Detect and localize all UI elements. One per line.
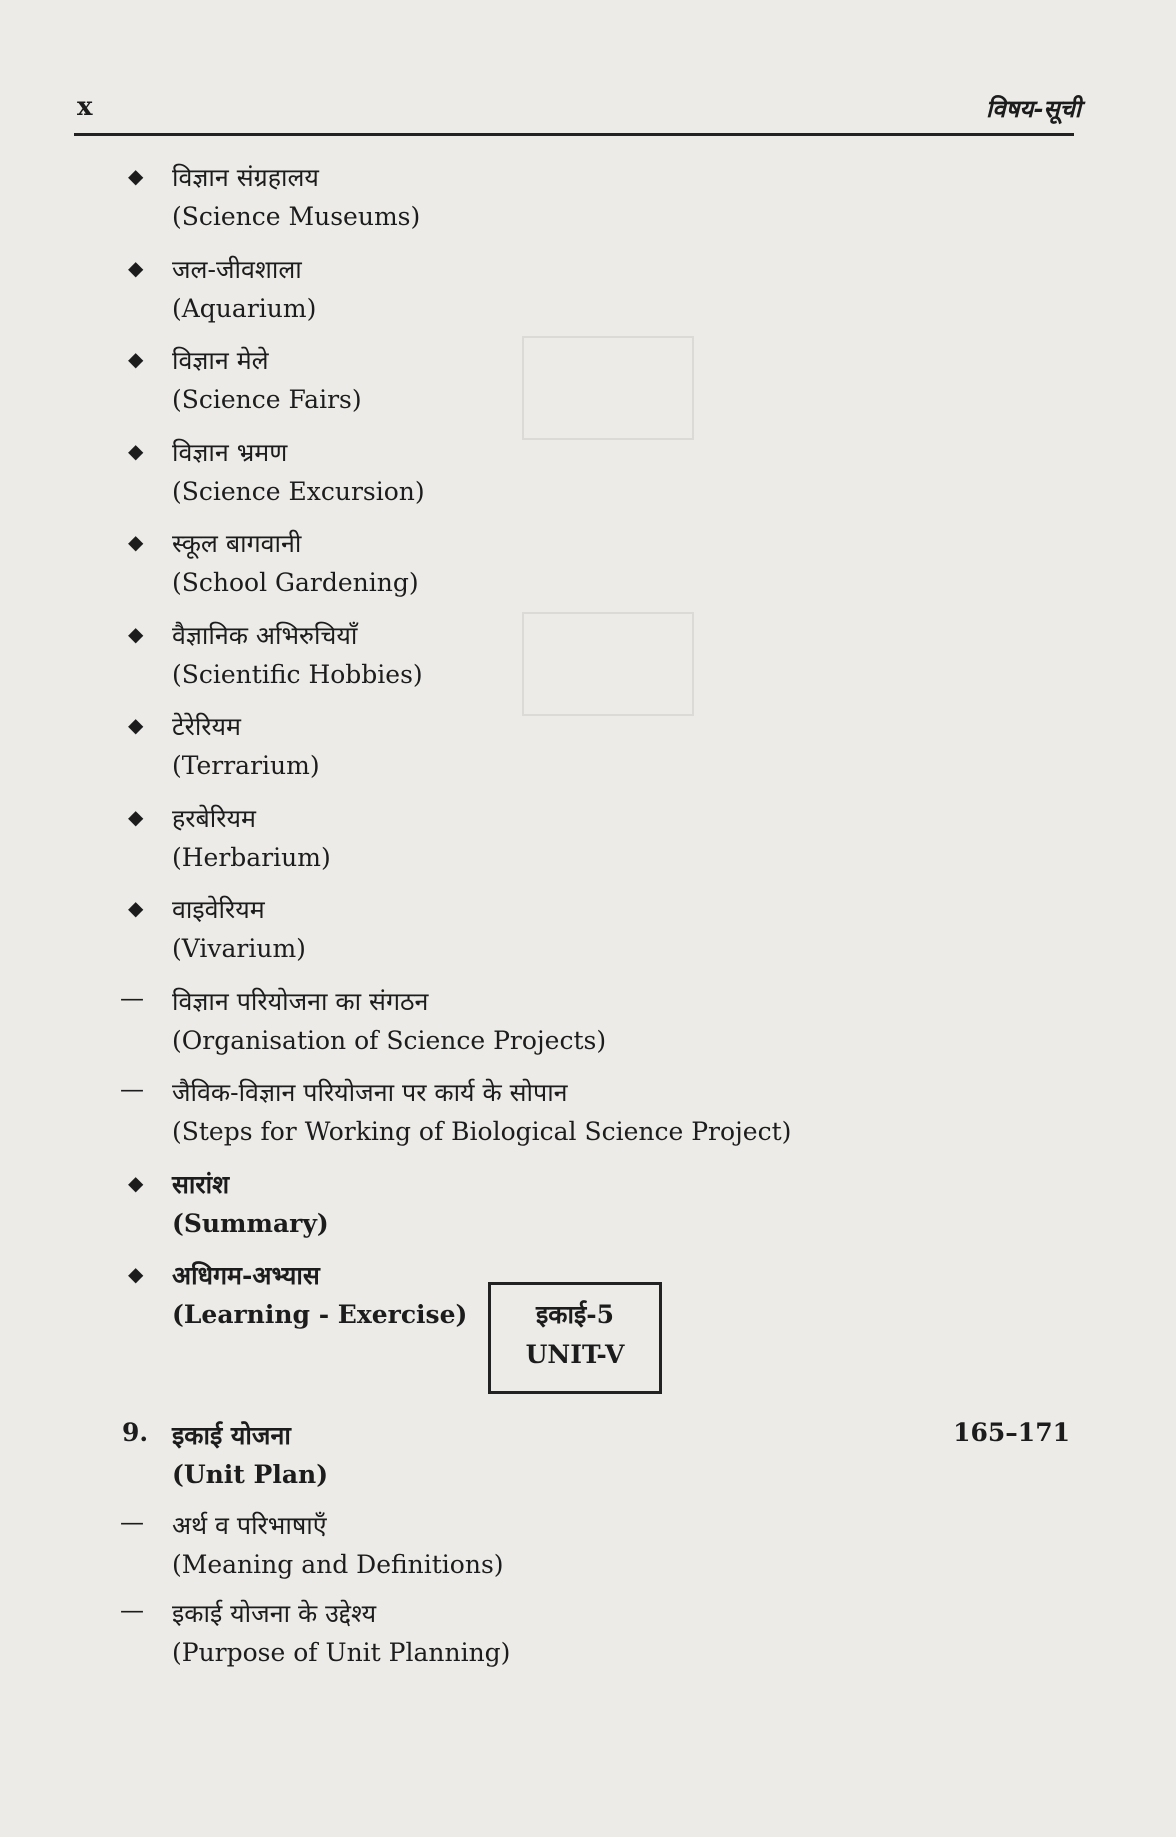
toc-entry-hindi: वाइवेरियम xyxy=(172,895,265,924)
diamond-bullet-icon: ◆ xyxy=(128,439,144,463)
toc-entry-english: (Learning - Exercise) xyxy=(172,1300,468,1329)
toc-entry-english: (Herbarium) xyxy=(172,843,331,872)
diamond-bullet-icon: ◆ xyxy=(128,622,144,646)
toc-entry-hindi: जैविक-विज्ञान परियोजना पर कार्य के सोपान xyxy=(172,1078,568,1107)
toc-entry-hindi: स्कूल बागवानी xyxy=(172,529,302,558)
chapter-page-range: 165–171 xyxy=(953,1418,1070,1447)
dash-bullet: — xyxy=(120,1596,144,1624)
page-number: x xyxy=(77,92,93,122)
toc-entry-english: (Vivarium) xyxy=(172,934,306,963)
diamond-bullet-icon: ◆ xyxy=(128,347,144,371)
toc-entry-english: (Steps for Working of Biological Science Project) xyxy=(172,1117,792,1146)
toc-entry-hindi: हरबेरियम xyxy=(172,804,256,833)
toc-entry-english: (Scientific Hobbies) xyxy=(172,660,423,689)
toc-entry-hindi: विज्ञान परियोजना का संगठन xyxy=(172,987,429,1016)
diamond-bullet-icon: ◆ xyxy=(128,713,144,737)
chapter-title-english: (Unit Plan) xyxy=(172,1460,329,1489)
toc-entry-english: (School Gardening) xyxy=(172,568,419,597)
header-rule xyxy=(74,133,1074,136)
diamond-bullet-icon: ◆ xyxy=(128,896,144,920)
toc-entry-hindi: वैज्ञानिक अभिरुचियाँ xyxy=(172,621,358,650)
toc-entry-english: (Science Fairs) xyxy=(172,385,362,414)
diamond-bullet-icon: ◆ xyxy=(128,256,144,280)
dash-bullet: — xyxy=(120,984,144,1012)
toc-entry-english: (Science Museums) xyxy=(172,202,421,231)
toc-entry-hindi: जल-जीवशाला xyxy=(172,255,302,284)
toc-entry-english: (Science Excursion) xyxy=(172,477,425,506)
chapter-subentry-english: (Purpose of Unit Planning) xyxy=(172,1638,511,1667)
unit-heading-english: UNIT-V xyxy=(525,1340,625,1369)
diamond-bullet-icon: ◆ xyxy=(128,1171,144,1195)
toc-entry-hindi: विज्ञान मेले xyxy=(172,346,269,375)
toc-entry-hindi: विज्ञान संग्रहालय xyxy=(172,163,319,192)
toc-entry-hindi: अधिगम-अभ्यास xyxy=(172,1261,320,1290)
diamond-bullet-icon: ◆ xyxy=(128,1262,144,1286)
running-header: विषय-सूची xyxy=(986,94,1081,123)
dash-bullet: — xyxy=(120,1508,144,1536)
chapter-title-hindi: इकाई योजना xyxy=(172,1421,291,1450)
toc-entry-english: (Organisation of Science Projects) xyxy=(172,1026,607,1055)
chapter-number: 9. xyxy=(122,1418,149,1447)
bleed-through-box xyxy=(522,336,694,440)
diamond-bullet-icon: ◆ xyxy=(128,164,144,188)
chapter-subentry-hindi: इकाई योजना के उद्देश्य xyxy=(172,1599,377,1628)
chapter-subentry-english: (Meaning and Definitions) xyxy=(172,1550,504,1579)
chapter-subentry-hindi: अर्थ व परिभाषाएँ xyxy=(172,1511,327,1540)
diamond-bullet-icon: ◆ xyxy=(128,805,144,829)
toc-entry-english: (Summary) xyxy=(172,1209,329,1238)
unit-heading-hindi: इकाई-5 xyxy=(536,1300,614,1329)
toc-entry-hindi: विज्ञान भ्रमण xyxy=(172,438,288,467)
diamond-bullet-icon: ◆ xyxy=(128,530,144,554)
unit-heading-box xyxy=(488,1282,662,1394)
toc-entry-english: (Terrarium) xyxy=(172,751,320,780)
toc-entry-hindi: सारांश xyxy=(172,1170,230,1199)
toc-entry-english: (Aquarium) xyxy=(172,294,317,323)
toc-entry-hindi: टेरेरियम xyxy=(172,712,241,741)
dash-bullet: — xyxy=(120,1075,144,1103)
bleed-through-box xyxy=(522,612,694,716)
